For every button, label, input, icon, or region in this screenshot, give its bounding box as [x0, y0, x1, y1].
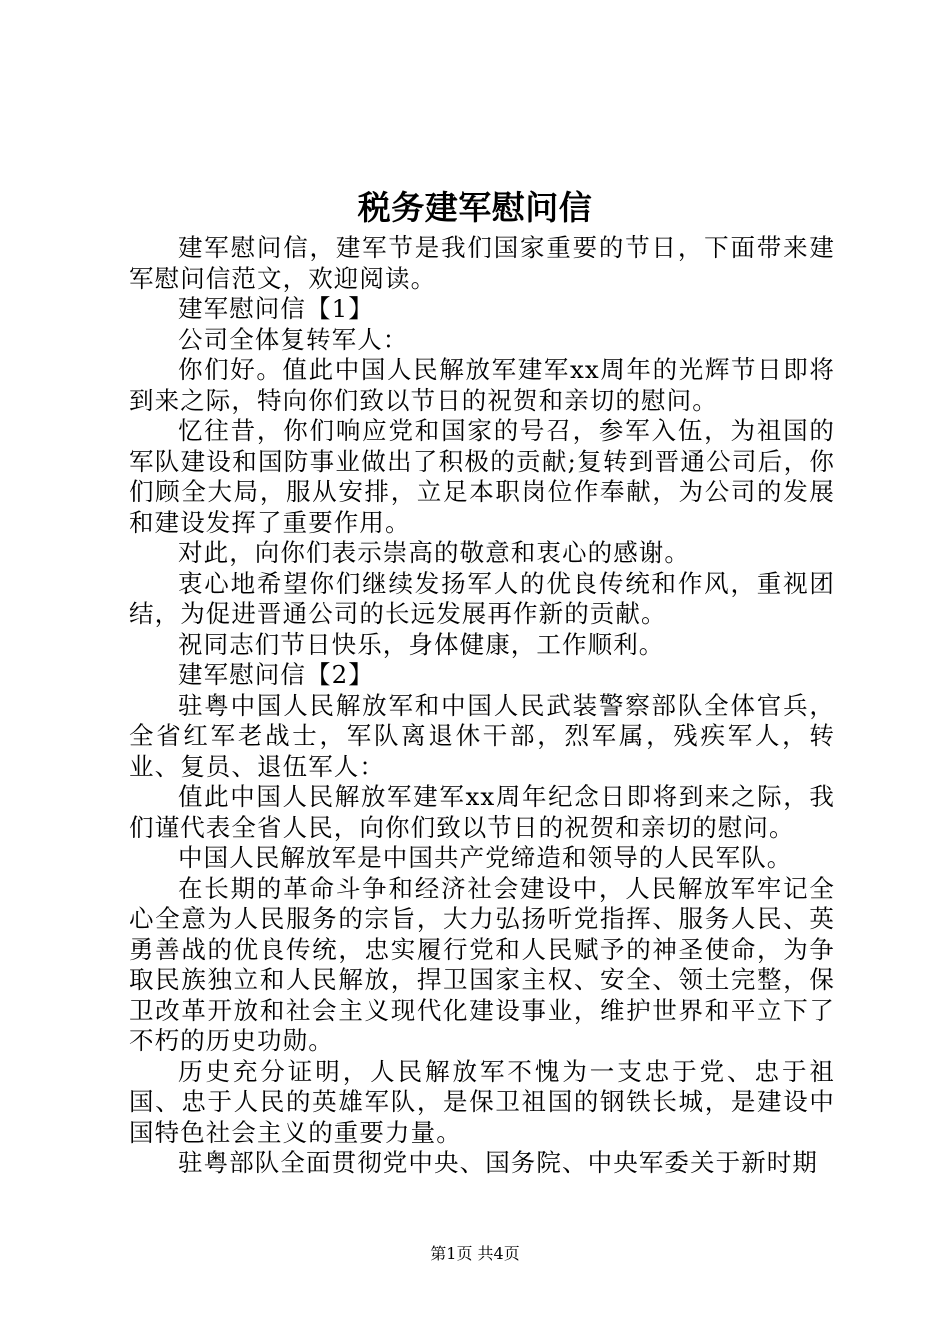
paragraph: 祝同志们节日快乐，身体健康，工作顺利。: [178, 629, 665, 659]
page-indicator: 第1页 共4页: [430, 1244, 520, 1263]
section-heading: 建军慰问信【1】: [178, 294, 374, 323]
salutation: 公司全体复转军人：: [178, 324, 409, 354]
paragraph: 对此，向你们表示崇高的敬意和衷心的感谢。: [178, 538, 690, 567]
document-title: 税务建军慰问信: [357, 188, 593, 227]
document-body: [129, 233, 835, 1179]
paragraph: 历史充分证明，人民解放军不愧为一支忠于党、忠于祖国、忠于人民的英雄军队，是保卫祖国的钢铁长城，是建设中国特色社会主义的重要力量。: [129, 1056, 835, 1147]
section-heading: 建军慰问信【2】: [178, 660, 374, 689]
paragraph: 建军慰问信，建军节是我们国家重要的节日，下面带来建军慰问信范文，欢迎阅读。: [129, 233, 835, 293]
paragraph: 忆往昔，你们响应党和国家的号召，参军入伍，为祖国的军队建设和国防事业做出了积极的贡献;复转到晋通公司后，你们顾全大局，服从安排，立足本职岗位作奉献，为公司的发展和建设发挥了重要作用。: [129, 416, 835, 537]
salutation: 驻粤中国人民解放军和中国人民武装警察部队全体官兵，全省红军老战士，军队离退休干部，烈军属，残疾军人，转业、复员、退伍军人：: [129, 690, 835, 781]
paragraph: 衷心地希望你们继续发扬军人的优良传统和作风，重视团结，为促进晋通公司的长远发展再作新的贡献。: [129, 568, 835, 628]
paragraph: 你们好。值此中国人民解放军建军xx周年的光辉节日即将到来之际，特向你们致以节日的祝贺和亲切的慰问。: [129, 355, 835, 415]
paragraph: 在长期的革命斗争和经济社会建设中，人民解放军牢记全心全意为人民服务的宗旨，大力弘扬听党指挥、服务人民、英勇善战的优良传统，忠实履行党和人民赋予的神圣使命，为争取民族独立和人民解放，捍卫国家主权、安全、领土完整，保卫改革开放和社会主义现代化建设事业，维护世界和平立下了不朽的历史功勋。: [129, 873, 835, 1055]
paragraph: 中国人民解放军是中国共产党缔造和领导的人民军队。: [178, 843, 793, 872]
paragraph: 值此中国人民解放军建军xx周年纪念日即将到来之际，我们谨代表全省人民，向你们致以节日的祝贺和亲切的慰问。: [129, 782, 835, 842]
paragraph: 驻粤部队全面贯彻党中央、国务院、中央军委关于新时期: [178, 1148, 818, 1177]
